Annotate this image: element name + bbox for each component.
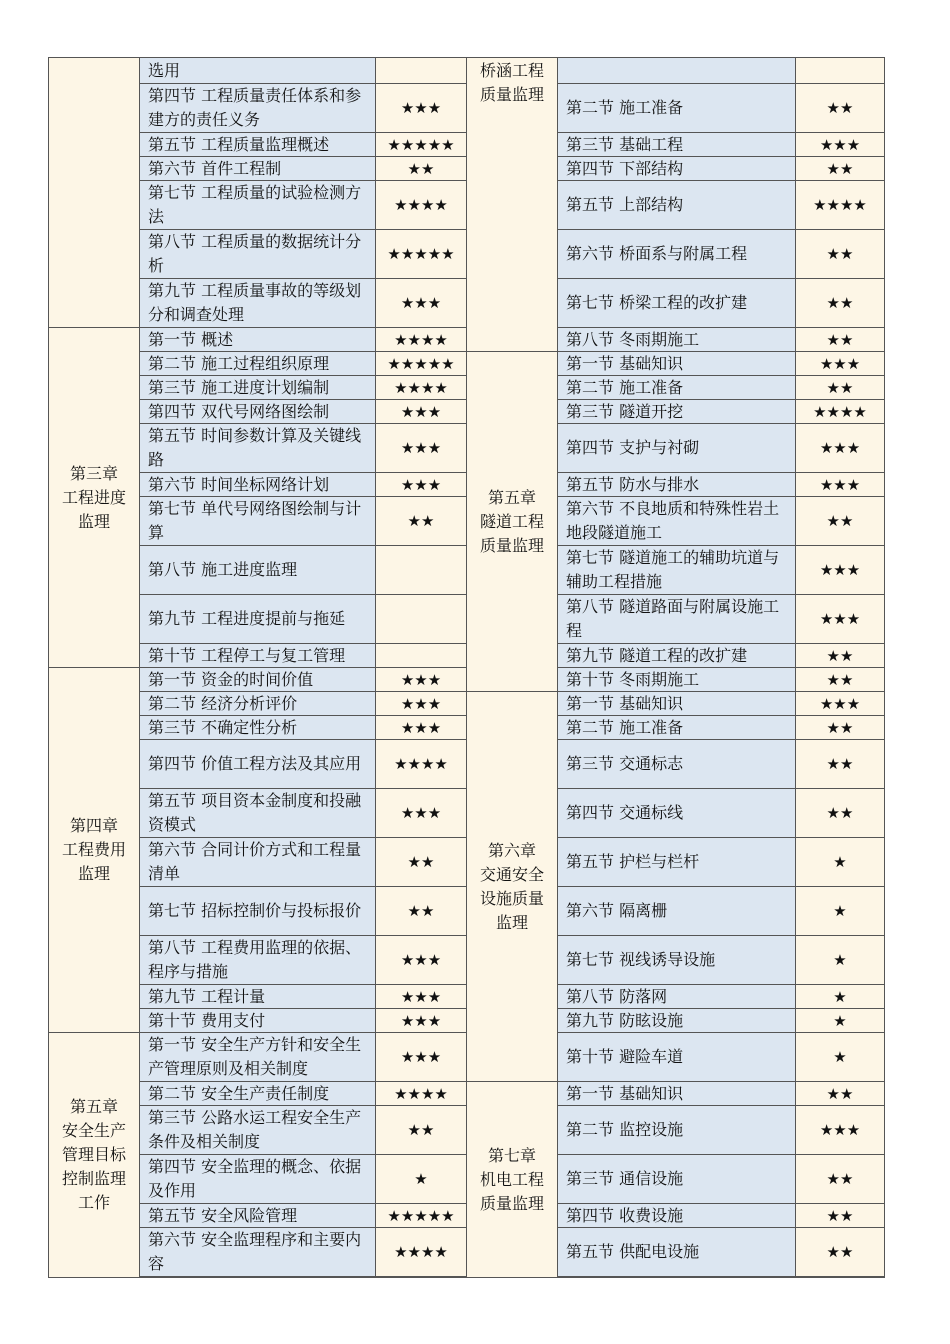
stars-cell: ★★ [376, 887, 467, 936]
section-cell: 第四节 支护与衬砌 [558, 424, 796, 473]
section-cell: 第八节 防落网 [558, 985, 796, 1009]
stars-cell: ★★★ [376, 473, 467, 497]
stars-cell: ★★ [376, 157, 467, 181]
chapter-cell: 第五章 安全生产 管理目标 控制监理 工作 [49, 1033, 140, 1277]
section-cell: 第九节 工程质量事故的等级划分和调查处理 [140, 279, 376, 328]
section-cell: 第一节 安全生产方针和安全生产管理原则及相关制度 [140, 1033, 376, 1082]
stars-cell: ★★ [376, 838, 467, 887]
stars-cell: ★★★★ [376, 1082, 467, 1106]
section-cell: 第九节 防眩设施 [558, 1009, 796, 1033]
stars-cell: ★★★ [796, 133, 885, 157]
stars-cell: ★★ [796, 497, 885, 546]
stars-cell: ★★★ [796, 424, 885, 473]
stars-cell [376, 644, 467, 668]
section-cell: 第四节 下部结构 [558, 157, 796, 181]
section-cell: 第三节 隧道开挖 [558, 400, 796, 424]
stars-cell: ★★★ [796, 352, 885, 376]
section-cell: 第六节 首件工程制 [140, 157, 376, 181]
section-cell: 第五节 安全风险管理 [140, 1204, 376, 1228]
section-cell: 第七节 单代号网络图绘制与计算 [140, 497, 376, 546]
stars-cell: ★★★ [376, 692, 467, 716]
section-cell: 第九节 工程计量 [140, 985, 376, 1009]
section-cell: 第六节 合同计价方式和工程量清单 [140, 838, 376, 887]
section-cell: 第六节 不良地质和特殊性岩土地段隧道施工 [558, 497, 796, 546]
stars-cell: ★★★★ [376, 740, 467, 789]
section-cell: 第五节 上部结构 [558, 181, 796, 230]
stars-cell: ★★★★★ [376, 352, 467, 376]
section-cell: 第五节 供配电设施 [558, 1228, 796, 1277]
section-cell: 第九节 工程进度提前与拖延 [140, 595, 376, 644]
stars-cell: ★★★ [376, 936, 467, 985]
stars-cell: ★★★ [376, 1009, 467, 1033]
section-cell: 第四节 工程质量责任体系和参建方的责任义务 [140, 84, 376, 133]
section-cell: 第八节 冬雨期施工 [558, 328, 796, 352]
stars-cell: ★ [376, 1155, 467, 1204]
section-cell: 第七节 视线诱导设施 [558, 936, 796, 985]
section-cell: 第三节 基础工程 [558, 133, 796, 157]
section-cell: 第四节 安全监理的概念、依据及作用 [140, 1155, 376, 1204]
section-cell: 第二节 施工准备 [558, 376, 796, 400]
section-cell: 第四节 收费设施 [558, 1204, 796, 1228]
section-cell: 第五节 工程质量监理概述 [140, 133, 376, 157]
section-cell: 第一节 基础知识 [558, 1082, 796, 1106]
stars-cell: ★★★★★ [376, 1204, 467, 1228]
section-cell: 第二节 施工准备 [558, 716, 796, 740]
stars-cell: ★★ [376, 1106, 467, 1155]
section-cell: 第六节 安全监理程序和主要内容 [140, 1228, 376, 1277]
section-cell: 第三节 交通标志 [558, 740, 796, 789]
section-cell [558, 58, 796, 84]
stars-cell: ★ [796, 985, 885, 1009]
section-cell: 第七节 工程质量的试验检测方法 [140, 181, 376, 230]
section-cell: 第八节 工程质量的数据统计分析 [140, 230, 376, 279]
stars-cell: ★★★ [796, 692, 885, 716]
section-cell: 第九节 隧道工程的改扩建 [558, 644, 796, 668]
stars-cell: ★★★ [796, 473, 885, 497]
section-cell: 第一节 资金的时间价值 [140, 668, 376, 692]
section-cell: 第十节 冬雨期施工 [558, 668, 796, 692]
section-cell: 第二节 施工准备 [558, 84, 796, 133]
stars-cell: ★★ [796, 716, 885, 740]
stars-cell: ★★★ [376, 1033, 467, 1082]
stars-cell: ★★★★ [376, 376, 467, 400]
section-cell: 第三节 通信设施 [558, 1155, 796, 1204]
stars-cell: ★★★★ [796, 400, 885, 424]
section-cell: 第四节 交通标线 [558, 789, 796, 838]
stars-cell: ★★★ [796, 1106, 885, 1155]
stars-cell [376, 546, 467, 595]
stars-cell: ★ [796, 936, 885, 985]
section-cell: 第三节 公路水运工程安全生产条件及相关制度 [140, 1106, 376, 1155]
section-cell: 第八节 工程费用监理的依据、程序与措施 [140, 936, 376, 985]
chapter-cell: 桥涵工程 质量监理 [467, 58, 558, 352]
chapter-cell: 第三章 工程进度 监理 [49, 328, 140, 668]
section-cell: 第二节 安全生产责任制度 [140, 1082, 376, 1106]
stars-cell: ★ [796, 1033, 885, 1082]
stars-cell: ★★★ [376, 84, 467, 133]
section-cell: 第一节 基础知识 [558, 692, 796, 716]
stars-cell: ★★ [796, 84, 885, 133]
stars-cell: ★★★★ [376, 1228, 467, 1277]
stars-cell: ★★★ [376, 279, 467, 328]
chapter-cell: 第七章 机电工程 质量监理 [467, 1082, 558, 1277]
section-cell: 选用 [140, 58, 376, 84]
section-cell: 第十节 避险车道 [558, 1033, 796, 1082]
section-cell: 第八节 隧道路面与附属设施工程 [558, 595, 796, 644]
section-cell: 第十节 工程停工与复工管理 [140, 644, 376, 668]
stars-cell: ★★ [796, 1204, 885, 1228]
section-cell: 第七节 招标控制价与投标报价 [140, 887, 376, 936]
section-cell: 第五节 项目资本金制度和投融资模式 [140, 789, 376, 838]
stars-cell: ★★★ [376, 789, 467, 838]
section-cell: 第二节 施工过程组织原理 [140, 352, 376, 376]
stars-cell: ★ [796, 838, 885, 887]
stars-cell: ★★★ [376, 668, 467, 692]
stars-cell: ★★★ [376, 424, 467, 473]
section-cell: 第七节 桥梁工程的改扩建 [558, 279, 796, 328]
stars-cell: ★★★★ [376, 328, 467, 352]
stars-cell: ★★★★★ [376, 133, 467, 157]
stars-cell: ★★ [796, 644, 885, 668]
stars-cell: ★★ [376, 497, 467, 546]
stars-cell: ★★★ [796, 546, 885, 595]
stars-cell: ★★★ [376, 985, 467, 1009]
section-cell: 第五节 时间参数计算及关键线路 [140, 424, 376, 473]
stars-cell: ★★★ [376, 400, 467, 424]
stars-cell [376, 595, 467, 644]
stars-cell: ★★★ [796, 595, 885, 644]
section-cell: 第四节 双代号网络图绘制 [140, 400, 376, 424]
stars-cell: ★ [796, 887, 885, 936]
section-cell: 第七节 隧道施工的辅助坑道与辅助工程措施 [558, 546, 796, 595]
section-cell: 第八节 施工进度监理 [140, 546, 376, 595]
syllabus-table [48, 57, 885, 1278]
section-cell: 第一节 基础知识 [558, 352, 796, 376]
stars-cell: ★★ [796, 1155, 885, 1204]
stars-cell: ★★ [796, 328, 885, 352]
chapter-cell [49, 58, 140, 328]
section-cell: 第二节 经济分析评价 [140, 692, 376, 716]
stars-cell [796, 58, 885, 84]
chapter-cell: 第四章 工程费用 监理 [49, 668, 140, 1033]
section-cell: 第三节 施工进度计划编制 [140, 376, 376, 400]
section-cell: 第五节 防水与排水 [558, 473, 796, 497]
stars-cell: ★★★ [376, 716, 467, 740]
stars-cell: ★★★★ [376, 181, 467, 230]
stars-cell: ★★★★★ [376, 230, 467, 279]
section-cell: 第十节 费用支付 [140, 1009, 376, 1033]
stars-cell: ★★ [796, 157, 885, 181]
stars-cell: ★★ [796, 668, 885, 692]
chapter-cell: 第五章 隧道工程 质量监理 [467, 352, 558, 692]
stars-cell: ★★★★ [796, 181, 885, 230]
section-cell: 第四节 价值工程方法及其应用 [140, 740, 376, 789]
stars-cell: ★★ [796, 376, 885, 400]
stars-cell: ★★ [796, 230, 885, 279]
stars-cell [376, 58, 467, 84]
section-cell: 第一节 概述 [140, 328, 376, 352]
stars-cell: ★★ [796, 789, 885, 838]
section-cell: 第二节 监控设施 [558, 1106, 796, 1155]
section-cell: 第六节 隔离栅 [558, 887, 796, 936]
section-cell: 第六节 桥面系与附属工程 [558, 230, 796, 279]
stars-cell: ★★ [796, 1082, 885, 1106]
stars-cell: ★ [796, 1009, 885, 1033]
stars-cell: ★★ [796, 1228, 885, 1277]
chapter-cell: 第六章 交通安全 设施质量 监理 [467, 692, 558, 1082]
section-cell: 第五节 护栏与栏杆 [558, 838, 796, 887]
stars-cell: ★★ [796, 740, 885, 789]
stars-cell: ★★ [796, 279, 885, 328]
section-cell: 第三节 不确定性分析 [140, 716, 376, 740]
section-cell: 第六节 时间坐标网络计划 [140, 473, 376, 497]
